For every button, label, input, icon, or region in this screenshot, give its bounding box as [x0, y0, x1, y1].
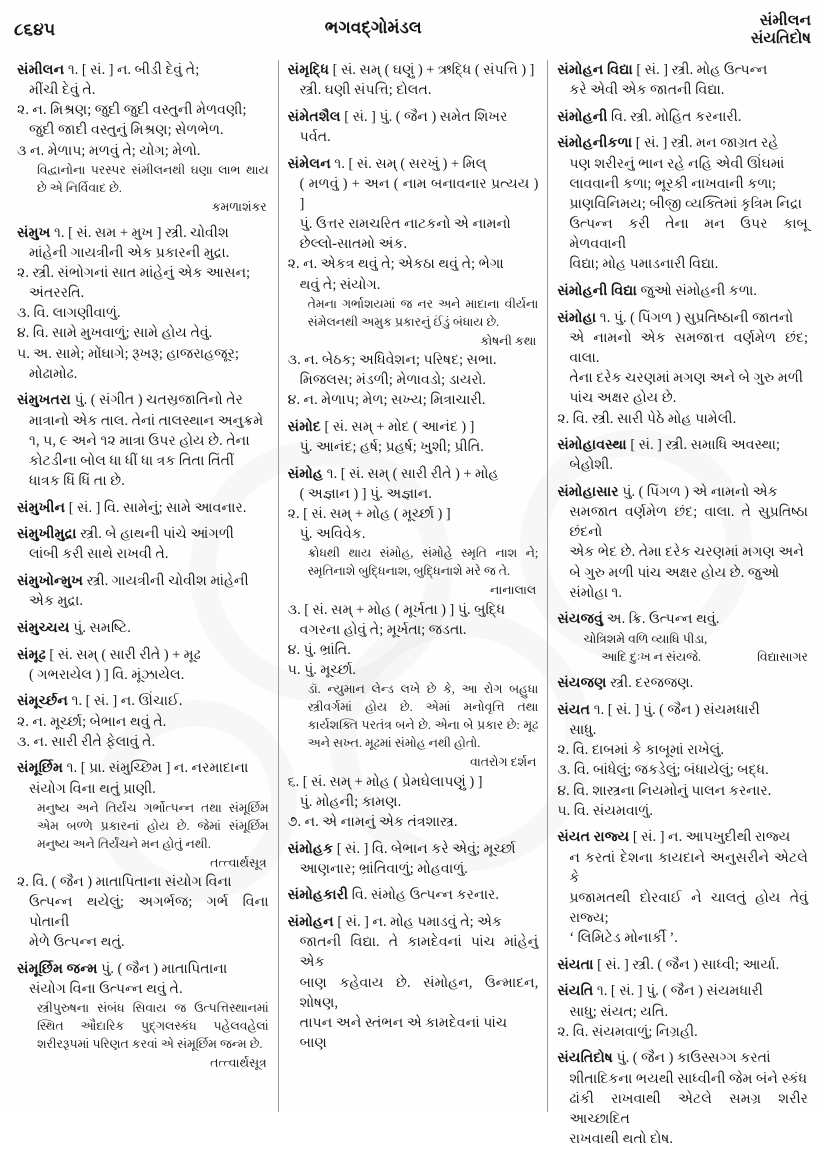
- entry-line: પણ શરીરનું ભાન રહે નહિ એવી ઊંઘમાં: [569, 155, 785, 172]
- headword: સંમોહની: [557, 108, 608, 125]
- entry-headline: સંમુખીન [ સં. ] વિ. સામેનું; સામે આવનાર.: [17, 499, 247, 516]
- entry-headline: સંયજવું અ. ક્રિ. ઉત્પન્ન થવું.: [557, 611, 720, 628]
- entry-line: એક મુદ્રા.: [29, 593, 83, 610]
- entry-headline: સંયજણ સ્ત્રી. દરજજણ.: [557, 675, 694, 692]
- entry-line: ૧, ૫, ૯ અને ૧૨ માત્રા ઉપર હોય છે. તેના: [29, 432, 250, 449]
- sense-line: ૨. [ સં. સમ્ + મોહ ( મૂર્ચ્છા ) ]: [287, 506, 451, 523]
- sense-line: ૪. વિ. સામે મુખવાળું; સામે હોય તેવું.: [17, 325, 213, 342]
- entry-headline: સંમૂર્ચ્છન ૧. [ સં. ] ન. ઊંચાઈ.: [17, 693, 183, 710]
- dictionary-entry: [557, 482, 808, 603]
- entry-headline: સંમોહ ૧. [ સં. સમ્ ( સારી રીતે ) + મોહ: [287, 465, 499, 482]
- entry-headline: સંમૂર્છિમ ૧. [ પ્રા. સંમુચ્છિમ ] ન. નરમાદાના: [17, 760, 249, 777]
- column-3: [547, 60, 817, 1148]
- dictionary-entry: [17, 223, 269, 384]
- entry-line: વિદ્યા; મોહ પમાડનારી વિદ્યા.: [569, 256, 719, 273]
- entry-headline: સંમોહા ૧. પું. ( પિંગળ ) સુપ્રતિષ્ઠાની જાતનો: [557, 309, 794, 326]
- dictionary-entry: [288, 839, 539, 879]
- entry-headline: સંમૂઢ [ સં. સમ્ ( સારી રીતે ) + મૂઢ: [17, 646, 201, 663]
- entry-line: ( અજ્ઞાન ) ] પું. અજ્ઞાન.: [299, 485, 432, 502]
- dictionary-entry: [288, 154, 539, 411]
- headword: સંમુખોન્મુખ: [17, 573, 84, 590]
- dictionary-entry: [17, 571, 269, 611]
- headword: સંમુખીન: [17, 499, 66, 516]
- sense-line: ૨. વિ. ( જૈન ) માતાપિતાના સંયોગ વિના: [17, 873, 232, 890]
- entry-headline: સંમુખ ૧. [ સં. સમ + મુખ ] સ્ત્રી. ચોવીશ: [17, 224, 229, 241]
- entry-line: બે ગુરુ મળી પાંચ અક્ષર હોય છે. જુઓ: [569, 564, 780, 581]
- dictionary-entry: [288, 885, 539, 905]
- entry-headline: સંમોદ [ સં. સમ્ + મોદ ( આનંદ ) ]: [287, 419, 475, 436]
- entry-line: ધાત્રક ધિં ધિં તા છે.: [29, 472, 125, 489]
- headword: સંમીલન: [17, 62, 65, 78]
- entry-headline: સંમેલન ૧. [ સં. સમ્ ( સરખું ) + મિલ્: [287, 155, 487, 172]
- entry-headline: સંમુખોન્મુખ સ્ત્રી. ગાયત્રીની ચોવીશ માંહેની: [17, 573, 249, 590]
- entry-headline: સંયતા [ સં. ] સ્ત્રી. ( જૈન ) સાધ્વી; આર્યા.: [557, 956, 780, 973]
- guide-words: [691, 12, 811, 49]
- dictionary-entry: [557, 609, 808, 666]
- entry-line: સંયોગ વિના ઉત્પન્ન થવું તે.: [29, 981, 183, 998]
- citation-source: તત્ત્વાર્થસૂત્ર: [210, 1056, 267, 1071]
- entry-headline: સંમીલન ૧. [ સં. ] ન. બીડી દેવું તે;: [17, 62, 200, 78]
- entry-headline: સંમોહકારી વિ. સંમોહ ઉત્પન્ન કરનાર.: [287, 887, 499, 904]
- entry-line: ઢાંકી રાખવાથી એટલે સમગ્ર શરીર આચ્છાદિત: [569, 1090, 808, 1127]
- entry-line: સ્ત્રી. ઘણી સંપત્તિ; દોલત.: [299, 82, 432, 99]
- entry-line: માત્રાનો એક તાલ. તેનાં તાલસ્થાન અનુક્રમે: [29, 412, 264, 429]
- entry-line: માંહેની ગાયત્રીની એક પ્રકારની મુદ્રા.: [29, 244, 230, 261]
- entry-line: તાપન અને સ્તંભન એ કામદેવનાં પાંચ: [299, 1014, 508, 1031]
- dictionary-entry: [288, 60, 539, 100]
- entry-line: શીતાદિકના ભયથી સાધ્વીની જેમ બંને સ્કંધ: [569, 1070, 808, 1087]
- entry-line: છેલ્લો-સાતમો અંક.: [299, 236, 408, 253]
- entry-line: એક ભેદ છે. તેમા દરેક ચરણમાં મગણ અને: [569, 544, 804, 561]
- entry-line: બેહોશી.: [569, 457, 613, 474]
- entry-line: થવું તે; સંયોગ.: [299, 276, 381, 293]
- citation-source: કમળાશંકર: [211, 199, 267, 214]
- sense-line: ૨. વિ. દાબમાં કે કાબૂમાં રાખેલું.: [557, 742, 724, 759]
- dictionary-entry: [17, 758, 269, 952]
- headword: સંમુખ: [17, 224, 51, 241]
- entry-line: અંતરરતિ.: [29, 285, 85, 302]
- verse-last-row: [557, 648, 808, 667]
- sense-line: ૨. વિ. સ્ત્રી. સારી પેઠે મોહ પામેલી.: [557, 410, 737, 427]
- dictionary-entry: [288, 464, 539, 832]
- headword: સંમુચ્ચય: [17, 619, 70, 636]
- entry-line: ( ગભરાયેલ ) ] વિ. મૂંઝાયેલ.: [29, 666, 185, 683]
- headword: સંમોદ: [287, 419, 321, 436]
- citation-quote: સ્ત્રીપુરુષના સંબંધ સિવાય જ ઉત્પત્તિસ્થાનમાં સ્થિત ઔદારિક પુદ્ગલસ્કંધ પહેલવહેલાં શરીરરૂપમાં પરિણત કરવાં એ સંમૂર્છિમ જન્મ છે.: [37, 1001, 269, 1052]
- entry-line: લાવવાની કળા; ભૂરકી નાખવાની કળા;: [569, 175, 776, 192]
- sense-line: ૩. વિ. લાગણીવાળું.: [17, 305, 121, 322]
- book-title: ભગવદ્ગોમંડલ: [324, 18, 422, 37]
- headword: સંયજવું: [557, 611, 604, 628]
- dictionary-entry: [17, 959, 269, 1073]
- dictionary-entry: [557, 673, 808, 693]
- page-number: ૮૬૪૫: [14, 20, 56, 39]
- entry-line: આણનાર; ભ્રાંતિવાળું; મોહવાળું.: [299, 860, 468, 877]
- dictionary-entry: [557, 1048, 808, 1149]
- dictionary-entry: [557, 981, 808, 1041]
- entry-headline: સંયતિ ૧. [ સં. ] પું. ( જૈન ) સંયમધારી: [557, 983, 763, 1000]
- headword: સંમોહ: [287, 465, 324, 482]
- entry-line: પું. મોહની; કામણ.: [299, 793, 402, 810]
- entry-line: લાંબી કરી સાથે રાખવી તે.: [29, 546, 169, 563]
- citation-source: તત્ત્વાર્થસૂત્ર: [210, 855, 267, 870]
- entry-headline: સંમોહક [ સં. ] વિ. બેભાન કરે એવું; મૂર્ચ્છા: [287, 840, 516, 857]
- headword: સંયતિદોષ: [557, 1050, 613, 1067]
- entry-line: બાણ: [299, 1035, 327, 1052]
- verse-line: આદિ દુઃખ ન સંયજે.: [601, 650, 701, 665]
- entry-line: પું. આનંદ; હર્ષ; પ્રહર્ષ; ખુશી; પ્રીતિ.: [299, 439, 484, 456]
- sense-line: ૨. વિ. સંયમવાળું; નિગ્રહી.: [557, 1023, 698, 1040]
- headword: સંમોહક: [287, 840, 334, 857]
- entry-headline: સંમોહાસાર પું. ( પિંગળ ) એ નામનો એક: [557, 483, 778, 500]
- entry-line: ઉત્પન્ન થયેલું; અગર્ભજ; ગર્ભ વિના પોતાની: [29, 894, 269, 931]
- dictionary-entry: [17, 524, 269, 564]
- entry-line: મીંચી દેવું તે.: [29, 82, 96, 99]
- sense-line: ૫. પું. મૂર્ચ્છા.: [287, 662, 356, 679]
- entry-line: જુદી જાદી વસ્તુનું મિશ્રણ; સેળભેળ.: [29, 122, 224, 139]
- columns-container: [8, 56, 817, 1148]
- headword: સંમોહકારી: [287, 887, 349, 904]
- column-1: [8, 60, 278, 1112]
- entry-line: પું. અવિવેક.: [299, 526, 366, 543]
- dictionary-entry: [557, 435, 808, 475]
- entry-line: વગરના હોવું તે; મૂર્ખતા; જડતા.: [299, 621, 467, 638]
- citation-source: કોષની કથા: [480, 333, 537, 348]
- sense-line: ૩. વિ. બાંધેલું; જકડેલું; બંધાયેલું; બદ્ધ.: [557, 762, 769, 779]
- headword: સંયત રાજ્ય: [557, 829, 630, 846]
- verse-line: ચોત્રિશમે વળિ વ્યાધિ પીડા,: [583, 631, 708, 646]
- sense-line: ૫. વિ. સંયમવાળું.: [557, 802, 653, 819]
- headword: સંયતિ: [557, 983, 594, 1000]
- entry-line: પર્વત.: [299, 128, 331, 145]
- entry-headline: સંમુખતરા પું. ( સંગીત ) ચતસ્રજાતિનો તેર: [17, 392, 243, 409]
- entry-headline: સંયતિદોષ પું. ( જૈન ) કાઉસ્સગ્ગ કરતાં: [557, 1050, 771, 1067]
- sense-line: ૪. ન. મેળાપ; મેળ; સખ્ય; મિત્રાચારી.: [287, 392, 486, 409]
- headword: સંમૃદ્ધિ: [287, 62, 330, 78]
- entry-line: સંયોગ વિના થતું પ્રાણી.: [29, 780, 156, 797]
- headword: સંમોહાસાર: [557, 483, 619, 500]
- citation-quote: મનુષ્ય અને તિર્યંચ ગર્ભોત્પન્ન તથા સંમૂર્છિમ એમ બળ્ળે પ્રકારનાં હોય છે. જેમાં સંમૂર્છિમ મનુષ્ય અને તિર્યંચને મન હોતું નથી.: [37, 800, 269, 851]
- page-header: [8, 10, 817, 56]
- dictionary-entry: [557, 133, 808, 274]
- citation-source: વાતરોગ દર્શન: [469, 755, 537, 770]
- citation-source: નાનાલાલ: [490, 583, 537, 598]
- sense-line: ૩ ન. મેળાપ; મળવું તે; યોગ; મેળો.: [17, 142, 201, 159]
- entry-line: રાખવાથી થતો દોષ.: [569, 1131, 673, 1148]
- entry-headline: સંમુચ્ચય પું. સમષ્ટિ.: [17, 619, 131, 636]
- entry-line: પ્રજામતથી દોરવાઈ ને ચાલતું હોય તેવું રાજ્ય;: [569, 889, 808, 926]
- column-2: [278, 60, 548, 1112]
- dictionary-entry: [557, 308, 808, 429]
- entry-line: મિજલસ; મંડળી; મેળાવડો; ડાયરો.: [299, 372, 486, 389]
- headword: સંમોહાવસ્થા: [557, 437, 627, 454]
- entry-line: ‘ લિમિટેડ મોનાર્કી ’.: [569, 930, 678, 947]
- headword: સંમોહન વિદ્યા: [557, 62, 633, 78]
- dictionary-entry: [17, 60, 269, 216]
- entry-line: પાંચ અક્ષર હોય છે.: [569, 390, 677, 407]
- entry-line: ન કરતાં દેશના કાયદાને અનુસરીને એટલે કે: [569, 849, 808, 886]
- headword: સંમોહની વિદ્યા: [557, 283, 637, 300]
- dictionary-entry: [557, 107, 808, 127]
- sense-line: ૩. ન. બેઠક; અધિવેશન; પરિષદ; સભા.: [287, 352, 497, 369]
- entry-line: તેના દરેક ચરણમાં મગણ અને બે ગુરુ મળી: [569, 370, 803, 387]
- headword: સંયતા: [557, 956, 594, 973]
- entry-line: ઉત્પન્ન કરી તેના મન ઉપર કાબૂ મેળવવાની: [569, 216, 808, 253]
- headword: સંમેતશૈલ: [287, 108, 341, 125]
- sense-line: ૨. ન. એકત્ર થવું તે; એકઠા થવું તે; ભેગા: [287, 256, 504, 273]
- headword: સંમુખતરા: [17, 392, 71, 409]
- entry-headline: સંમોહની વિ. સ્ત્રી. મોહિત કરનારી.: [557, 108, 742, 125]
- entry-line: સાધુ; સંયત; યતિ.: [569, 1003, 669, 1020]
- entry-line: બાણ કહેવાય છે. સંમોહન, ઉન્માદન, શોષણ,: [299, 974, 539, 1011]
- dictionary-entry: [557, 955, 808, 975]
- entry-line: પું. ઉત્તર રામચરિત નાટકનો એ નામનો: [299, 216, 511, 233]
- entry-line: સાધુ.: [569, 722, 597, 739]
- entry-headline: સંમોહાવસ્થા [ સં. ] સ્ત્રી. સમાધિ અવસ્થા;: [557, 437, 780, 454]
- entry-line: એ નામનો એક સમજાત્ત વર્ણમેળ છંદ; વાલા.: [569, 329, 808, 367]
- entry-headline: સંમોહન વિદ્યા [ સં. ] સ્ત્રી. મોહ ઉત્પન્ન: [557, 62, 768, 78]
- dictionary-entry: [557, 281, 808, 301]
- dictionary-entry: [557, 700, 808, 821]
- entry-line: ( મળવું ) + અન ( નામ બનાવનાર પ્રત્યય ) ]: [299, 175, 539, 212]
- sense-line: ૨. સ્ત્રી. સંભોગનાં સાત માંહેનું એક આસન;: [17, 264, 251, 281]
- headword: સંમેલન: [287, 155, 331, 172]
- headword: સંમુખીમુદ્રા: [17, 526, 77, 543]
- citation-quote: વિદ્વાનોના પરસ્પર સંમીલનથી ઘણા લાભ થાય છે એ નિર્વિવાદ છે.: [37, 162, 269, 195]
- entry-line: સંમોહા ૧.: [569, 584, 622, 601]
- citation-source: વિદ્યાસાગર: [757, 650, 808, 665]
- entry-line: જાતની વિદ્યા. તે કામદેવનાં પાંચ માંહેનું એક: [299, 934, 539, 971]
- sense-line: ૪. પું. ભ્રાંતિ.: [287, 642, 351, 659]
- dictionary-entry: [288, 417, 539, 457]
- sense-line: ૪. વિ. શાસ્ત્રના નિયમોનું પાલન કરનાર.: [557, 782, 772, 799]
- headword: સંમોહન: [287, 914, 334, 931]
- headword: સંમૂર્ચ્છન: [17, 693, 69, 710]
- entry-headline: સંમોહન [ સં. ] ન. મોહ પમાડવું તે; એક: [287, 914, 503, 931]
- dictionary-entry: [557, 60, 808, 100]
- dictionary-entry: [288, 912, 539, 1053]
- entry-headline: સંમેતશૈલ [ સં. ] પું. ( જૈન ) સમેત શિખર: [287, 108, 508, 125]
- entry-headline: સંમુખીમુદ્રા સ્ત્રી. બે હાથની પાંચે આંગળી: [17, 526, 234, 543]
- citation-quote: તેમના ગર્ભાશયમાં જ નર અને માદાના વીર્યના સંમેલનથી અમુક પ્રકારનું ઈંડું બંધાય છે.: [307, 296, 539, 329]
- headword: સંમૂર્છિમ જન્મ: [17, 961, 98, 978]
- dictionary-entry: [17, 691, 269, 751]
- dictionary-entry: [17, 618, 269, 638]
- dictionary-entry: [17, 498, 269, 518]
- sense-line: ૩. [ સં. સમ્ + મોહ ( મૂર્ખતા ) ] પું. બુદ્ધિ: [287, 601, 506, 618]
- guide-word-last: સંયતિદોષ: [750, 30, 811, 48]
- headword: સંમૂઢ: [17, 646, 46, 663]
- sense-line: ૨. ન. મિશ્રણ; જુદી જુદી વસ્તુની મેળવણી;: [17, 102, 247, 119]
- entry-headline: સંમોહનીકળા [ સં. ] સ્ત્રી. મન જાગ્રત રહે: [557, 135, 779, 152]
- headword: સંયત: [557, 701, 591, 718]
- headword: સંમોહા: [557, 309, 597, 326]
- entry-headline: સંમૃદ્ધિ [ સં. સમ્ ( ઘણું ) + ઋદ્ધિ ( સંપત્તિ ) ]: [287, 62, 535, 78]
- entry-line: મેળે ઉત્પન્ન થતું.: [29, 934, 125, 951]
- dictionary-entry: [288, 107, 539, 147]
- entry-line: સમજાત વર્ણમેળ છંદ; વાલા. તે સુપ્રતિષ્ઠા છંદનો: [569, 504, 808, 541]
- entry-headline: સંમૂર્છિમ જન્મ પું. ( જૈન ) માતાપિતાના: [17, 961, 228, 978]
- sense-line: ૫. અ. સામે; મોંઘાગે; રૂખરૂ; હાજરાહજૂર;: [17, 345, 239, 362]
- sense-line: ૨. ન. મૂર્ચ્છા; બેભાન થવું તે.: [17, 713, 167, 730]
- entry-headline: સંમોહની વિદ્યા જુઓ સંમોહની કળા.: [557, 283, 757, 300]
- headword: સંમોહનીકળા: [557, 135, 633, 152]
- headword: સંમૂર્છિમ: [17, 760, 64, 777]
- entry-headline: સંયત રાજ્ય [ સં. ] ન. આપખુદીથી રાજ્ય: [557, 829, 791, 846]
- entry-line: કોટડીના બોલ ધા ધીં ધા ત્રક તિતા તિંતીં: [29, 452, 235, 469]
- dictionary-entry: [557, 827, 808, 948]
- entry-line: પ્રાણવિનિમય; બીજી વ્યક્તિમાં કૃત્રિમ નિદ્રા: [569, 195, 802, 212]
- dictionary-entry: [17, 390, 269, 491]
- sense-line: ૭. ન. એ નામનું એક તંત્રશાસ્ત્ર.: [287, 814, 458, 831]
- dictionary-entry: [17, 645, 269, 685]
- entry-line: મોઢામોઢ.: [29, 365, 78, 382]
- entry-headline: સંયત ૧. [ સં. ] પું. ( જૈન ) સંયમધારી: [557, 701, 760, 718]
- guide-word-first: સંમીલન: [759, 12, 811, 29]
- headword: સંયજણ: [557, 675, 607, 692]
- sense-line: ૩. ન. સારી રીતે ફેલાવું તે.: [17, 733, 156, 750]
- entry-line: કરે એવી એક જાતની વિદ્યા.: [569, 82, 725, 99]
- citation-quote: ક્રોધથી થાય સંમોહ, સંમોહે સ્મૃતિ નાશ ને; સ્મૃતિનાશે બુદ્ધિનાશ, બુદ્ધિનાશે મરે જ તે.: [307, 546, 539, 579]
- citation-quote: ડૉ. ન્યુમાન લેન્ડ લખે છે કે, આ રોગ બહુધા સ્ત્રીવર્ગમાં હોય છે. એમાં મનોવૃત્તિ તથા કાર્યશક્તિ પરતંત્ર બને છે. એના બે પ્રકાર છે: મૂઢ અને સખ્ત. મૂઢમાં સંમોહ નથી હોતો.: [307, 682, 539, 751]
- sense-line: ૬. [ સં. સમ્ + મોહ ( પ્રેમઘેલાપણું ) ]: [287, 773, 483, 790]
